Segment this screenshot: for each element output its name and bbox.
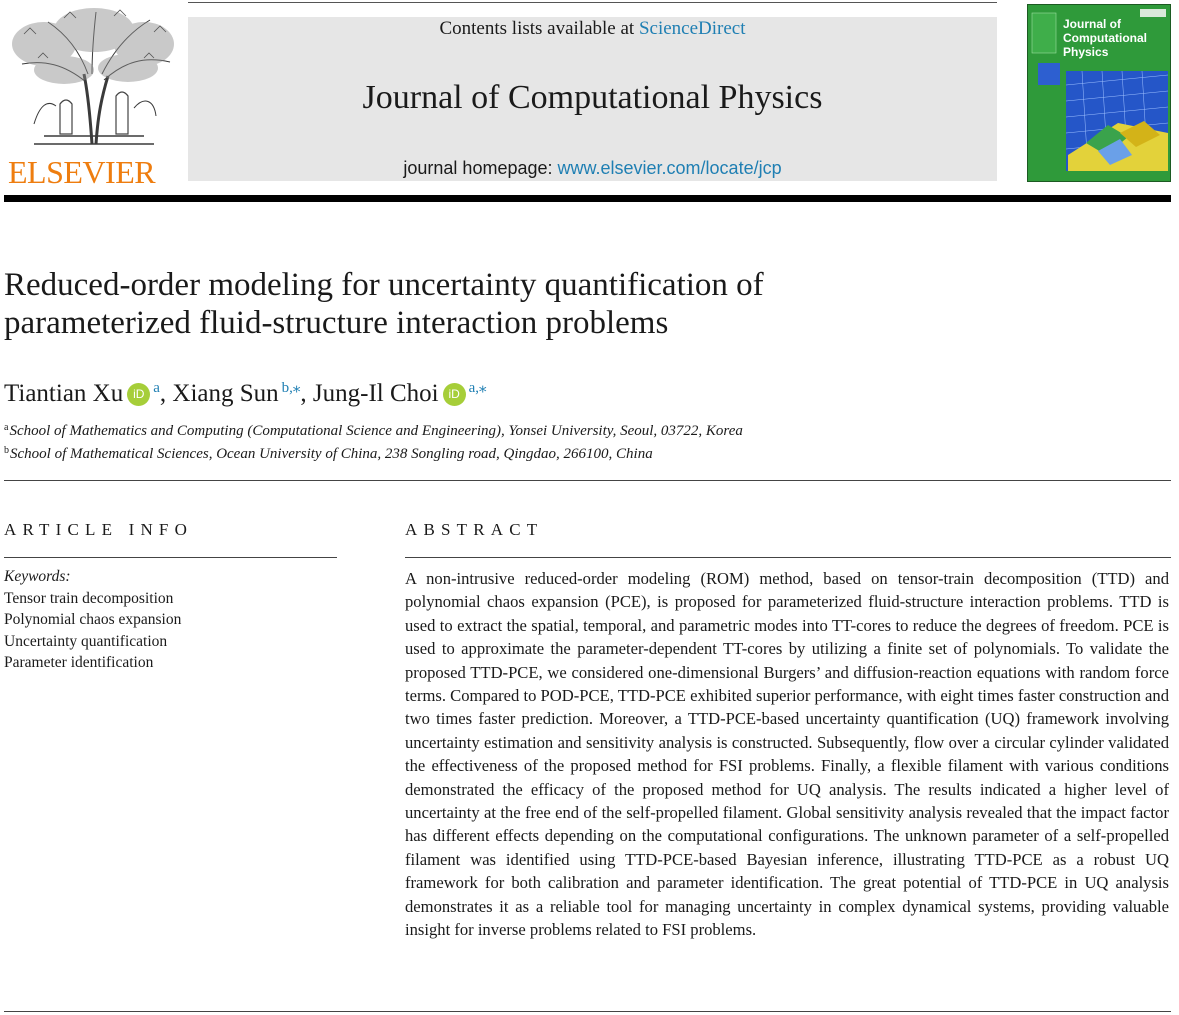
keyword-item: Parameter identification [4, 654, 154, 671]
journal-cover[interactable] [1027, 4, 1171, 182]
affiliation-text: School of Mathematical Sciences, Ocean University of China, 238 Songling road, Qingdao, 266100, China [10, 446, 653, 462]
article-info-rule [4, 557, 337, 558]
elsevier-logo[interactable] [4, 4, 182, 190]
article-title [4, 266, 1164, 342]
contents-prefix: Contents lists available at [439, 18, 639, 39]
author-affiliation-mark[interactable]: a [153, 380, 160, 396]
cover-title [1063, 17, 1169, 59]
author-list [4, 372, 1164, 410]
section-divider [4, 480, 1171, 481]
article-title-line: parameterized fluid-structure interaction problems [4, 305, 669, 341]
keywords-block [4, 566, 334, 674]
author-separator: , [159, 380, 173, 407]
cover-title-line: Journal of [1063, 17, 1122, 31]
sciencedirect-link[interactable]: ScienceDirect [638, 18, 746, 39]
affiliation-item [4, 441, 1164, 464]
journal-name: Journal of Computational Physics [362, 79, 823, 116]
author-affiliation-mark[interactable]: a,⁎ [468, 380, 487, 396]
article-title-line: Reduced-order modeling for uncertainty quantification of [4, 267, 764, 303]
author-name[interactable]: Xiang Sun [172, 380, 279, 407]
affiliation-text: School of Mathematics and Computing (Computational Science and Engineering), Yonsei University, Seoul, 03722, Korea [9, 423, 743, 439]
abstract-heading: ABSTRACT [405, 520, 544, 539]
article-info-heading: ARTICLE INFO [4, 520, 194, 539]
elsevier-wordmark: ELSEVIER [8, 154, 156, 190]
author-name[interactable]: Jung-Il Choi [312, 380, 439, 407]
author-affiliation-mark[interactable]: b,⁎ [281, 380, 301, 396]
cover-title-line: Physics [1063, 45, 1109, 59]
abstract-text: A non-intrusive reduced-order modeling (ROM) method, based on tensor-train decomposition (TTD) and polynomial chaos expansion (PCE), is proposed for parameterized fluid-structure interaction problems. TTD is used to extract the spatial, temporal, and parametric modes into TT-cores to reduce the degrees of freedom. PCE is used to approximate the parameter-dependent TT-cores by utilizing a finite set of polynomials. To validate the proposed TTD-PCE, we considered one-dimensional Burgers’ and diffusion-reaction equations with random force terms. Compared to POD-PCE, TTD-PCE exhibited superior performance, with eight times faster construction and two times faster prediction. Moreover, a TTD-PCE-based uncertainty quantification (UQ) framework involving uncertainty estimation and sensitivity analysis is constructed. Subsequently, flow over a circular cylinder validated the effectiveness of the proposed method for FSI problems. Finally, a flexible filament with various conditions demonstrated the efficacy of the proposed method for UQ analysis. The results indicated a higher level of uncertainty at the free end of the self-propelled filament. Global sensitivity analysis revealed that the impact factor has different effects depending on the computational configurations. The unknown parameter of a self-propelled filament was identified using TTD-PCE-based Bayesian inference, illustrating TTD-PCE as a robust UQ framework for both calibration and parameter identification. The great potential of TTD-PCE in UQ analysis demonstrates it as a reliable tool for managing uncertainty in complex dynamical systems, providing valuable insight for inverse problems related to FSI problems. [405, 569, 1169, 940]
keyword-item: Uncertainty quantification [4, 632, 168, 650]
author-separator: , [300, 380, 313, 407]
elsevier-tree-icon [4, 4, 182, 154]
homepage-prefix: journal homepage: [403, 158, 558, 178]
orcid-icon[interactable]: iD [443, 383, 466, 406]
homepage-link[interactable]: www.elsevier.com/locate/jcp [557, 158, 782, 178]
affiliation-item [4, 418, 1164, 441]
header-bottom-rule [4, 195, 1171, 202]
orcid-icon[interactable]: iD [127, 383, 150, 406]
keyword-item: Tensor train decomposition [4, 589, 174, 607]
affiliation-mark: b [4, 445, 9, 456]
keywords-label: Keywords: [4, 568, 71, 585]
bottom-rule [4, 1011, 1171, 1012]
keyword-item: Polynomial chaos expansion [4, 611, 182, 628]
abstract-rule [405, 557, 1171, 558]
contents-line [188, 17, 997, 41]
journal-homepage [188, 156, 997, 180]
header-top-rule [188, 2, 997, 3]
cover-title-line: Computational [1063, 31, 1147, 45]
affiliations [4, 418, 1164, 464]
affiliation-mark: a [4, 422, 9, 433]
author-name[interactable]: Tiantian Xu [4, 380, 124, 407]
